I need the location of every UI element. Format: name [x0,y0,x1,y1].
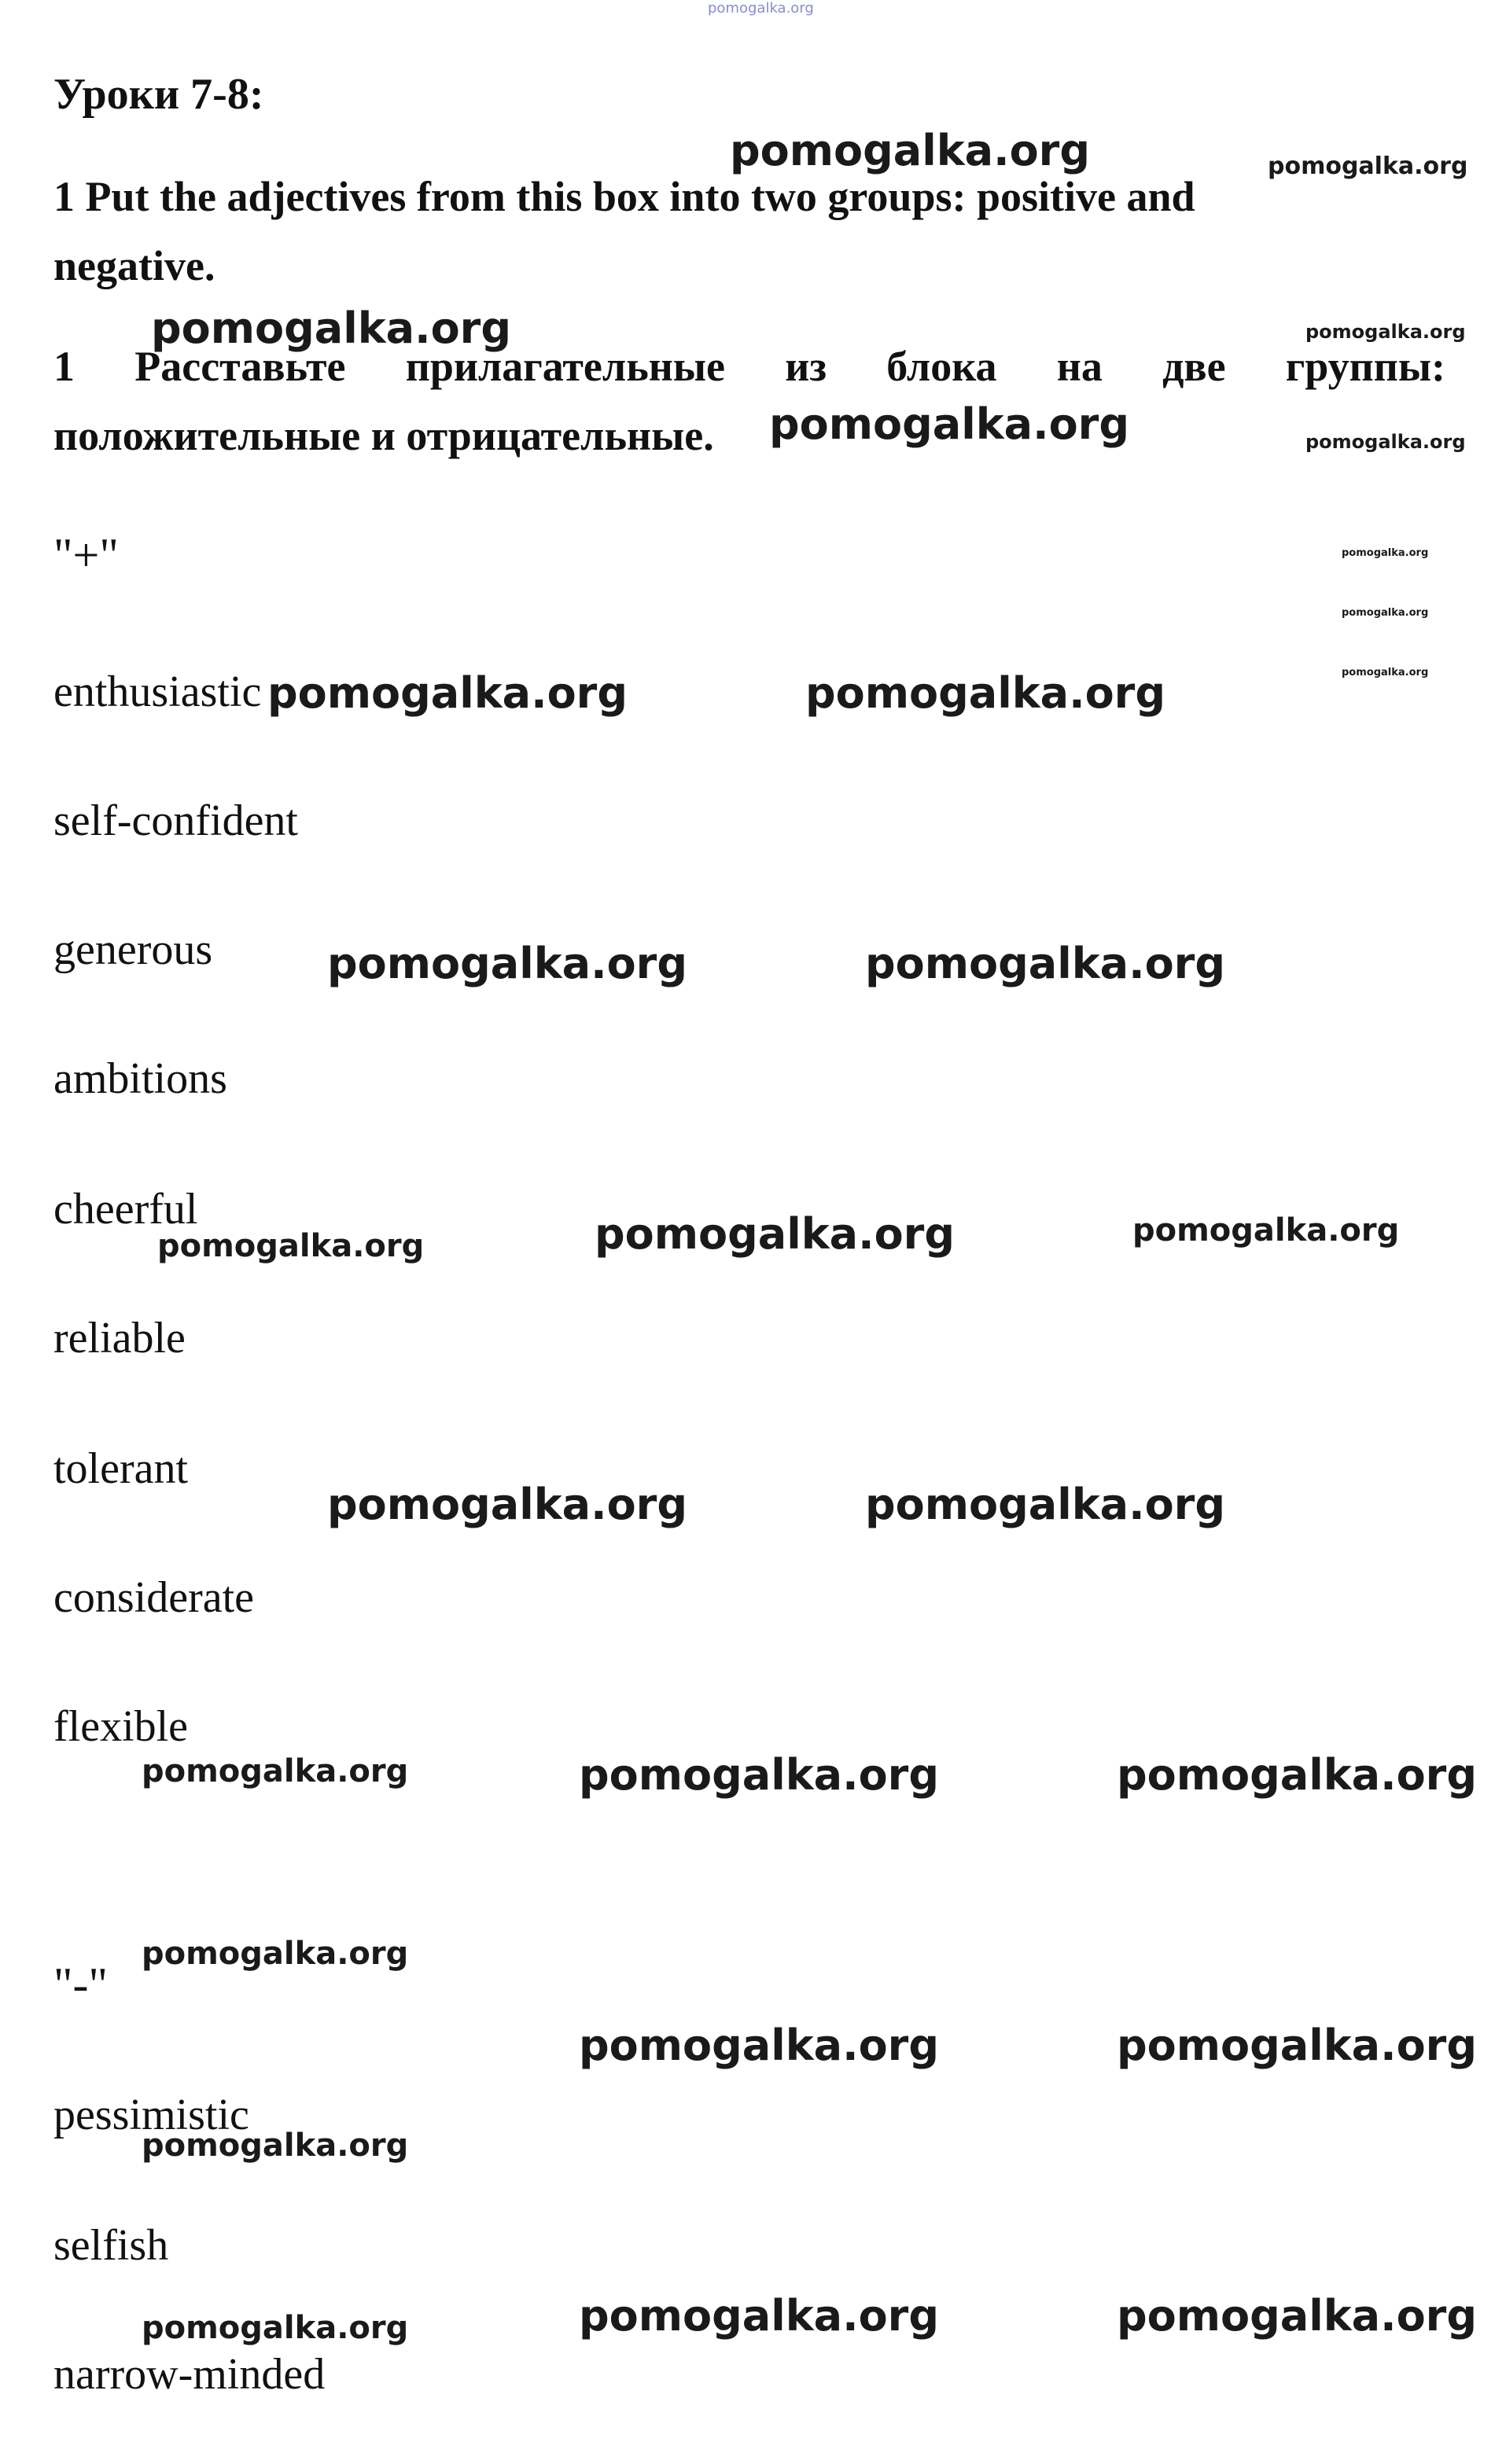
watermark: pomogalka.org [142,2310,409,2346]
top-site-tag: pomogalka.org [708,0,814,17]
watermark: pomogalka.org [805,668,1165,718]
word-reliable: reliable [53,1314,186,1363]
watermark: pomogalka.org [157,1228,425,1264]
watermark: pomogalka.org [1117,1750,1477,1800]
watermark: pomogalka.org [579,2291,939,2341]
watermark: pomogalka.org [1342,667,1429,679]
watermark: pomogalka.org [142,2127,409,2164]
word-ambitions: ambitions [53,1054,227,1103]
negative-sign: "-" [53,1958,108,2010]
watermark: pomogalka.org [142,1753,409,1789]
word-tolerant: tolerant [53,1444,189,1493]
watermark: pomogalka.org [327,939,687,988]
watermark: pomogalka.org [730,126,1090,175]
word-selfish: selfish [53,2221,169,2270]
word-generous: generous [53,925,213,974]
watermark: pomogalka.org [1117,2021,1477,2070]
word-considerate: considerate [53,1573,254,1622]
watermark: pomogalka.org [327,1480,687,1529]
watermark: pomogalka.org [1132,1212,1400,1249]
lesson-title: Уроки 7-8: [53,70,264,119]
watermark: pomogalka.org [865,939,1225,988]
task-ru-line2: положительные и отрицательные. [53,412,714,459]
watermark: pomogalka.org [151,303,511,353]
task-en-line1: 1 Put the adjectives from this box into two groups: positive and [53,173,1195,220]
watermark: pomogalka.org [1117,2291,1477,2341]
positive-sign: "+" [53,529,119,581]
watermark: pomogalka.org [595,1209,955,1259]
word-enthusiastic: enthusiastic [53,667,262,716]
word-narrow-minded: narrow-minded [53,2350,326,2399]
watermark: pomogalka.org [1342,547,1429,559]
watermark: pomogalka.org [865,1480,1225,1529]
task-ru-line1: 1 Расставьте прилагательные из блока на две группы: [53,343,1445,390]
word-pessimistic: pessimistic [53,2091,249,2139]
watermark: pomogalka.org [1342,607,1429,619]
watermark: pomogalka.org [579,1750,939,1800]
watermark: pomogalka.org [1305,321,1466,343]
watermark: pomogalka.org [769,399,1129,449]
word-flexible: flexible [53,1702,189,1751]
watermark: pomogalka.org [1305,431,1466,453]
watermark: pomogalka.org [142,1936,409,1972]
watermark: pomogalka.org [579,2021,939,2070]
task-en-line2: negative. [53,242,215,289]
word-self-confident: self-confident [53,796,298,845]
word-cheerful: cheerful [53,1185,198,1234]
watermark: pomogalka.org [1268,153,1468,180]
watermark: pomogalka.org [267,668,628,718]
